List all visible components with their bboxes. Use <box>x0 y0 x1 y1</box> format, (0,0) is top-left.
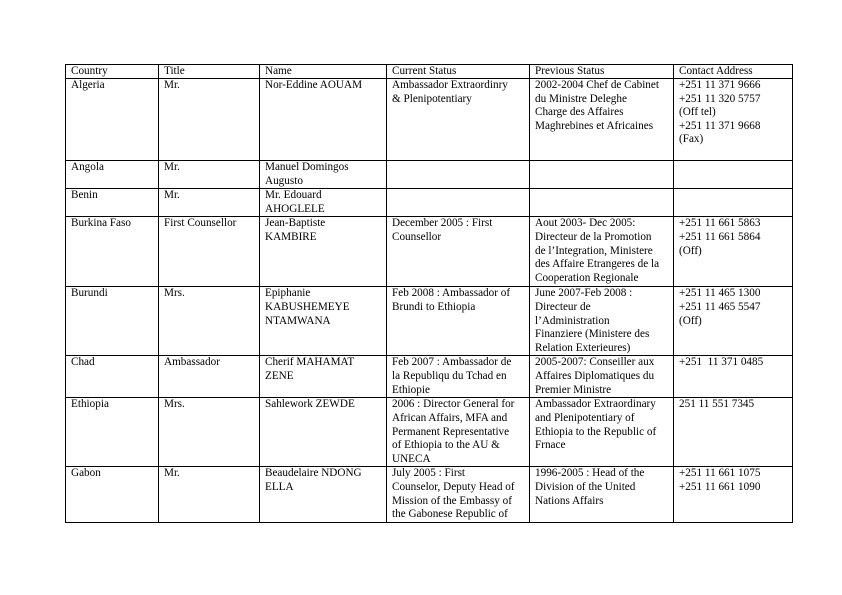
name-cell <box>260 189 387 217</box>
contact-address-cell <box>674 356 793 398</box>
title-cell: Mr. <box>159 189 260 217</box>
previous-status-cell <box>530 287 674 356</box>
contact-line: +251 11 661 1090 <box>679 480 761 493</box>
header-previous-status: Previous Status <box>530 65 674 79</box>
previous-status-line: Division of the United <box>535 480 636 493</box>
previous-status-line: des Affaire Etrangeres de la <box>535 258 660 271</box>
table-row <box>66 398 793 467</box>
previous-status-line: June 2007-Feb 2008 : <box>535 287 633 300</box>
current-status-cell <box>387 356 530 398</box>
previous-status-line: Directeur de la Promotion <box>535 230 652 243</box>
current-status-line: Feb 2007 : Ambassador de <box>392 356 512 369</box>
table-row <box>66 217 793 287</box>
country-cell: Burundi <box>66 287 159 356</box>
country-cell: Chad <box>66 356 159 398</box>
previous-status-line: du Ministre Deleghe <box>535 92 627 105</box>
previous-status-line: 1996-2005 : Head of the <box>535 467 645 480</box>
contact-address-cell <box>674 189 793 217</box>
contact-address-cell <box>674 217 793 287</box>
country-cell: Gabon <box>66 467 159 523</box>
contact-line: +251 11 320 5757 <box>679 92 761 105</box>
contact-line: +251 11 661 5863 <box>679 217 761 230</box>
header-current-status: Current Status <box>387 65 530 79</box>
current-status-line: African Affairs, MFA and <box>392 411 508 424</box>
current-status-line: Counselor, Deputy Head of <box>392 480 515 493</box>
title-cell: Mrs. <box>159 287 260 356</box>
name-line: NTAMWANA <box>265 314 331 327</box>
current-status-line: 2006 : Director General for <box>392 398 515 411</box>
current-status-line: Feb 2008 : Ambassador of <box>392 287 511 300</box>
title-cell: Mr. <box>159 467 260 523</box>
header-country: Country <box>66 65 159 79</box>
contact-line: (Off tel) <box>679 106 716 119</box>
previous-status-line: Directeur de <box>535 300 591 313</box>
previous-status-line: l’Administration <box>535 314 610 327</box>
current-status-cell <box>387 79 530 161</box>
previous-status-cell <box>530 189 674 217</box>
previous-status-cell <box>530 79 674 161</box>
title-cell: First Counsellor <box>159 217 260 287</box>
header-title: Title <box>159 65 260 79</box>
country-cell: Burkina Faso <box>66 217 159 287</box>
contact-address-cell <box>674 79 793 161</box>
current-status-cell <box>387 398 530 467</box>
contact-line: +251 11 661 1075 <box>679 467 761 480</box>
previous-status-cell <box>530 217 674 287</box>
name-cell <box>260 356 387 398</box>
name-line: Epiphanie <box>265 287 311 300</box>
previous-status-line: Finanziere (Ministere des <box>535 328 650 341</box>
current-status-line: Mission of the Embassy of <box>392 494 512 507</box>
title-cell: Mrs. <box>159 398 260 467</box>
contact-address-cell <box>674 161 793 189</box>
contact-line: 251 11 551 7345 <box>679 398 755 411</box>
current-status-cell <box>387 189 530 217</box>
table-row <box>66 356 793 398</box>
previous-status-line: Relation Exterieures) <box>535 341 631 354</box>
current-status-line: Counsellor <box>392 230 442 243</box>
current-status-line: Ambassador Extraordinry <box>392 79 508 91</box>
name-line: AHOGLELE <box>265 202 325 215</box>
country-cell: Algeria <box>66 79 159 161</box>
previous-status-line: and Plenipotentiary of <box>535 411 635 424</box>
contact-line: (Off) <box>679 244 702 257</box>
current-status-line: Permanent Representative <box>392 425 510 438</box>
title-cell: Ambassador <box>159 356 260 398</box>
table-row <box>66 161 793 189</box>
contact-address-cell <box>674 287 793 356</box>
previous-status-line: Charge des Affaires <box>535 106 624 119</box>
current-status-line: the Gabonese Republic of <box>392 508 508 521</box>
current-status-cell <box>387 161 530 189</box>
title-cell: Mr. <box>159 79 260 161</box>
table-row <box>66 79 793 161</box>
name-line: Nor-Eddine AOUAM <box>265 79 363 91</box>
name-line: KAMBIRE <box>265 230 317 243</box>
contact-address-cell <box>674 398 793 467</box>
contact-line: +251 11 661 5864 <box>679 230 761 243</box>
previous-status-line: Frnace <box>535 439 566 452</box>
name-line: Manuel Domingos <box>265 161 349 173</box>
previous-status-cell <box>530 398 674 467</box>
current-status-cell <box>387 467 530 523</box>
name-line: Jean-Baptiste <box>265 217 326 230</box>
current-status-line: July 2005 : First <box>392 467 466 480</box>
name-line: Mr. Edouard <box>265 189 322 202</box>
previous-status-line: Premier Ministre <box>535 383 612 396</box>
previous-status-cell <box>530 356 674 398</box>
previous-status-line: de l’Integration, Ministere <box>535 244 653 257</box>
previous-status-line: Cooperation Regionale <box>535 271 639 284</box>
name-line: Cherif MAHAMAT <box>265 356 355 369</box>
name-cell <box>260 217 387 287</box>
contact-line: +251 11 371 9666 <box>679 79 761 91</box>
name-cell <box>260 79 387 161</box>
name-cell <box>260 287 387 356</box>
current-status-cell <box>387 217 530 287</box>
contact-line: +251 11 465 5547 <box>679 300 761 313</box>
current-status-line: UNECA <box>392 452 431 465</box>
contact-line: +251 11 465 1300 <box>679 287 761 300</box>
header-row <box>66 65 793 79</box>
previous-status-cell <box>530 161 674 189</box>
name-line: ZENE <box>265 369 294 382</box>
country-cell: Ethiopia <box>66 398 159 467</box>
previous-status-cell <box>530 467 674 523</box>
contact-line: (Off) <box>679 314 702 327</box>
previous-status-line: Aout 2003- Dec 2005: <box>535 217 636 230</box>
current-status-line: Ethiopie <box>392 383 430 396</box>
contact-line: +251 11 371 0485 <box>679 356 764 369</box>
current-status-line: la Republiqu du Tchad en <box>392 369 507 382</box>
ambassadors-table <box>65 64 793 523</box>
name-cell <box>260 398 387 467</box>
previous-status-line: 2005-2007: Conseiller aux <box>535 356 655 369</box>
name-cell <box>260 161 387 189</box>
contact-line: (Fax) <box>679 133 704 146</box>
country-cell: Angola <box>66 161 159 189</box>
name-line: Sahlework ZEWDE <box>265 398 355 411</box>
previous-status-line: Affaires Diplomatiques du <box>535 369 655 382</box>
name-line: Beaudelaire NDONG <box>265 467 362 480</box>
current-status-line: & Plenipotentiary <box>392 92 472 105</box>
previous-status-line: Ambassador Extraordinary <box>535 398 656 411</box>
table-row <box>66 189 793 217</box>
previous-status-line: Maghrebines et Africaines <box>535 119 654 132</box>
previous-status-line: Nations Affairs <box>535 494 604 507</box>
previous-status-line: Ethiopia to the Republic of <box>535 425 657 438</box>
previous-status-line: 2002-2004 Chef de Cabinet <box>535 79 659 91</box>
name-line: ELLA <box>265 480 294 493</box>
name-line: KABUSHEMEYE <box>265 300 350 313</box>
current-status-line: December 2005 : First <box>392 217 493 230</box>
header-name: Name <box>260 65 387 79</box>
current-status-line: of Ethiopia to the AU & <box>392 439 500 452</box>
country-cell: Benin <box>66 189 159 217</box>
table-row <box>66 287 793 356</box>
contact-address-cell <box>674 467 793 523</box>
current-status-line: Brundi to Ethiopia <box>392 300 476 313</box>
title-cell: Mr. <box>159 161 260 189</box>
name-line: Augusto <box>265 174 303 187</box>
header-contact-address: Contact Address <box>674 65 793 79</box>
contact-line: +251 11 371 9668 <box>679 119 761 132</box>
name-cell <box>260 467 387 523</box>
current-status-cell <box>387 287 530 356</box>
table-row <box>66 467 793 523</box>
